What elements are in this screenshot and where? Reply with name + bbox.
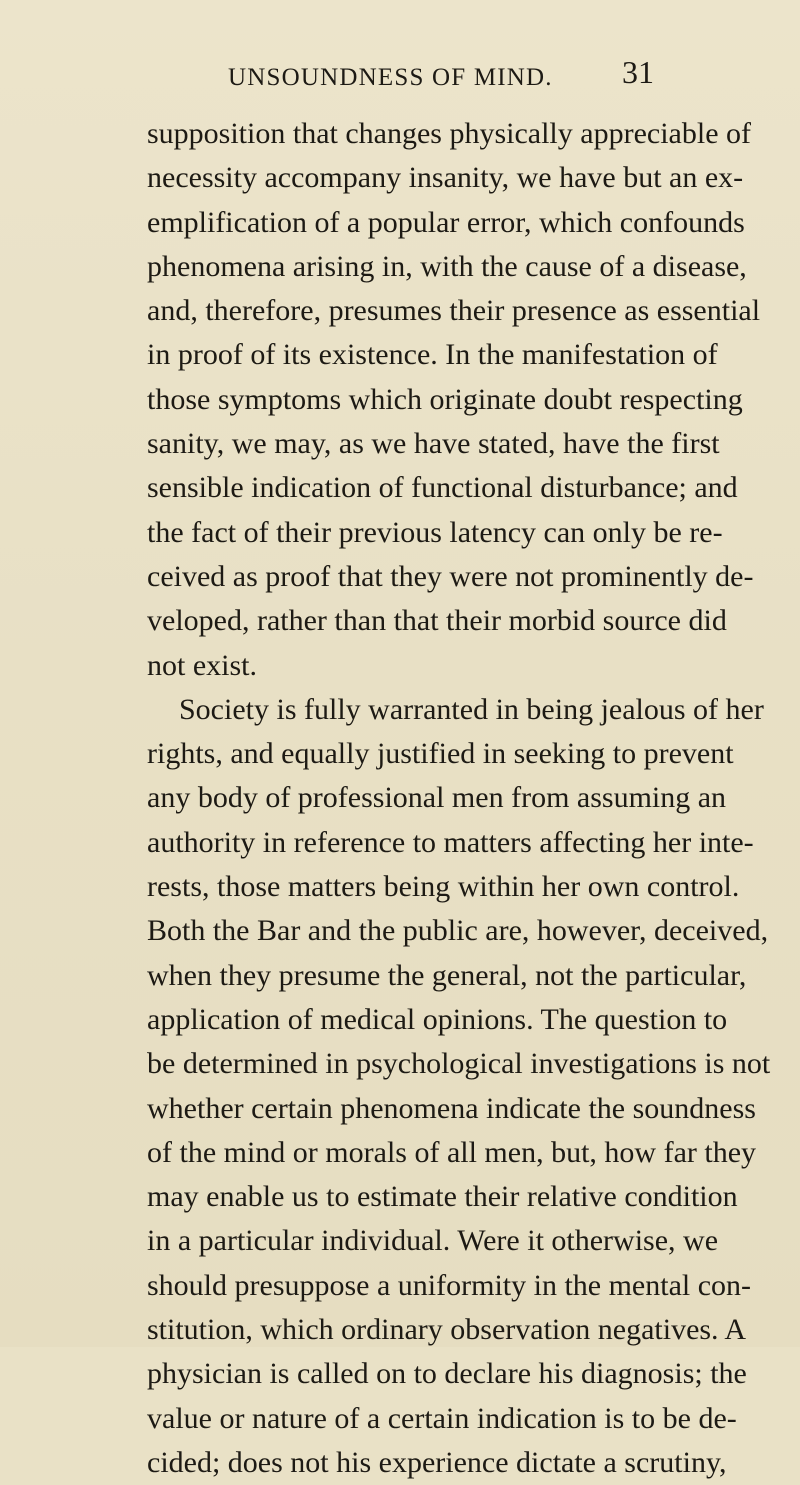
text-line: sensible indication of functional disturbance; and bbox=[147, 471, 738, 505]
text-line: phenomena arising in, with the cause of a disease, bbox=[147, 249, 747, 283]
text-line: physician is called on to declare his diagnosis; the bbox=[147, 1357, 747, 1391]
text-line: in a particular individual. Were it otherwise, we bbox=[147, 1224, 719, 1258]
text-line: should presuppose a uniformity in the mental con- bbox=[147, 1268, 752, 1302]
text-line: not exist. bbox=[147, 648, 257, 682]
text-line: ceived as proof that they were not prominently de- bbox=[147, 559, 754, 593]
text-line: authority in reference to matters affecting her inte- bbox=[147, 825, 754, 859]
text-line: when they presume the general, not the particular, bbox=[147, 958, 747, 992]
text-line: stitution, which ordinary observation negatives. A bbox=[147, 1313, 747, 1347]
text-line: whether certain phenomena indicate the soundness bbox=[147, 1091, 756, 1125]
text-line: necessity accompany insanity, we have but an ex- bbox=[147, 161, 744, 195]
paragraph-2 bbox=[147, 688, 771, 1485]
text-line: any body of professional men from assuming an bbox=[147, 781, 727, 815]
text-line: rights, and equally justified in seeking to prevent bbox=[147, 737, 734, 771]
text-line: application of medical opinions. The question to bbox=[147, 1002, 728, 1036]
text-line: Both the Bar and the public are, however, deceived, bbox=[147, 914, 769, 948]
text-line: sanity, we may, as we have stated, have the first bbox=[147, 427, 720, 461]
running-title: UNSOUNDNESS OF MIND. bbox=[228, 64, 553, 91]
text-line: may enable us to estimate their relative condition bbox=[147, 1180, 738, 1214]
body-text bbox=[147, 112, 771, 1485]
text-line: rests, those matters being within her own control. bbox=[147, 870, 740, 904]
text-line: be determined in psychological investigations is not bbox=[147, 1047, 771, 1081]
text-line: cided; does not his experience dictate a scrutiny, bbox=[147, 1445, 727, 1479]
text-line: of the mind or morals of all men, but, how far they bbox=[147, 1135, 757, 1169]
page-number: 31 bbox=[622, 54, 654, 90]
text-line: value or nature of a certain indication is to be de- bbox=[147, 1401, 737, 1435]
text-line: those symptoms which originate doubt respecting bbox=[147, 382, 743, 416]
text-line: veloped, rather than that their morbid source did bbox=[147, 604, 727, 638]
running-head bbox=[0, 54, 800, 98]
text-line: and, therefore, presumes their presence as essential bbox=[147, 294, 761, 328]
text-line: supposition that changes physically appreciable of bbox=[147, 117, 751, 150]
text-line: emplification of a popular error, which confounds bbox=[147, 205, 745, 239]
text-line: the fact of their previous latency can only be re- bbox=[147, 515, 723, 549]
paragraph-1 bbox=[147, 112, 761, 688]
text-line: in proof of its existence. In the manifestation of bbox=[147, 338, 718, 372]
text-line: Society is fully warranted in being jealous of her bbox=[179, 692, 764, 726]
